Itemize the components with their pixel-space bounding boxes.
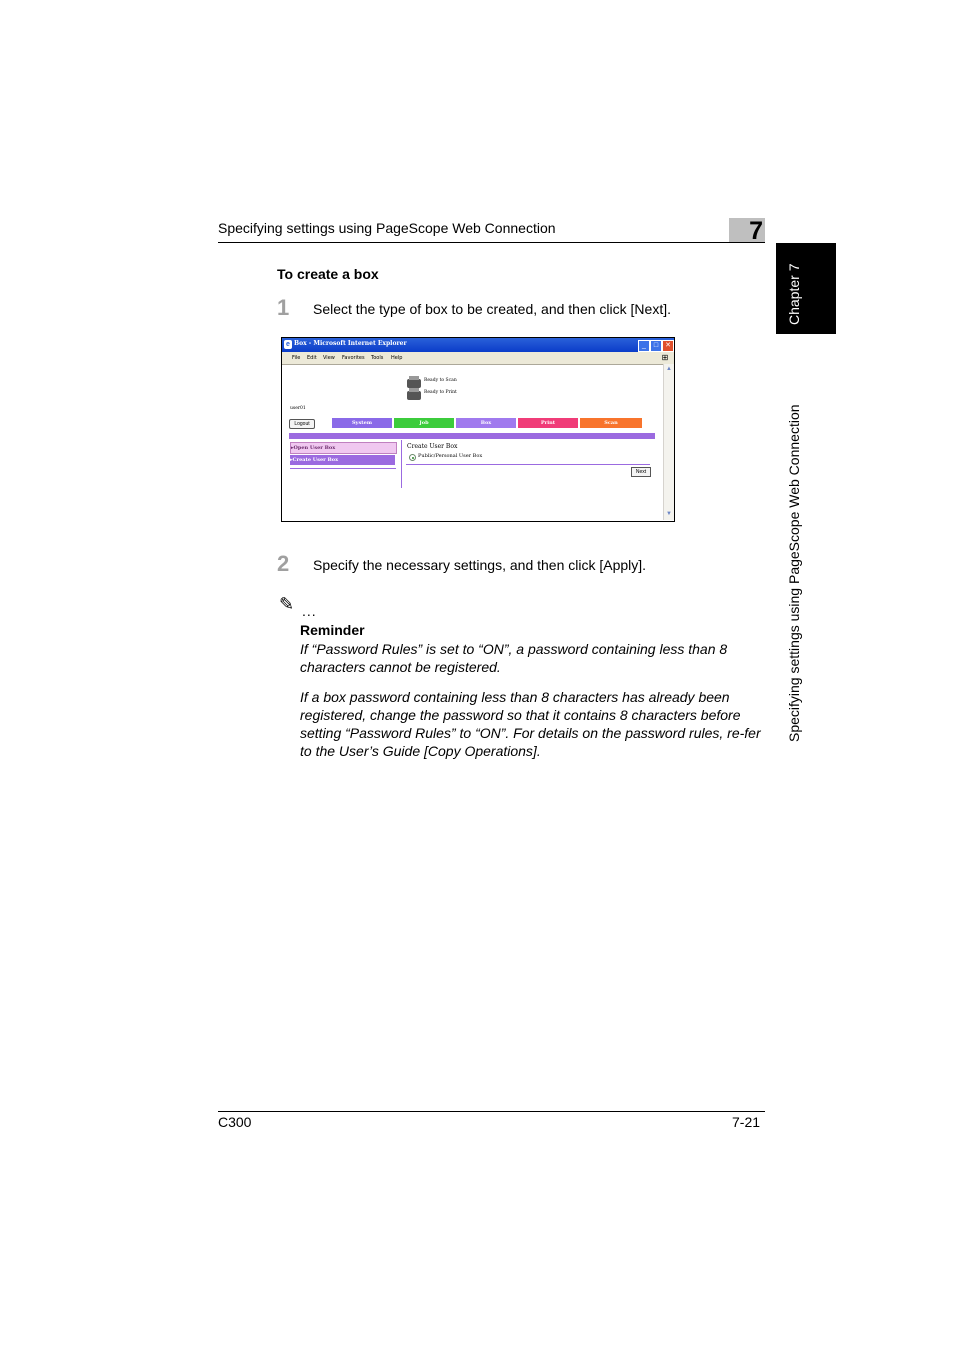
content-title: Create User Box: [407, 443, 458, 450]
windows-logo-icon: ⊞: [661, 353, 669, 362]
scroll-down-icon[interactable]: ▼: [666, 511, 672, 517]
chapter-label: Chapter 7: [786, 263, 802, 325]
reminder-paragraph-2: If a box password containing less than 8 characters has already been registered, change the password so that it contains 8 characters before setting “Password Rules” to “ON”. For details on the password rules, re-fer to the User’s Guide [Copy Operations].: [300, 689, 761, 759]
tab-print-label: Print: [540, 420, 556, 426]
pencil-icon: ✎: [279, 594, 295, 614]
step-text-2: Specify the necessary settings, and then click [Apply].: [313, 557, 647, 573]
content-rule: [406, 464, 650, 465]
window-titlebar: [282, 338, 674, 352]
section-title: To create a box: [277, 266, 379, 282]
status-scan: Ready to Scan: [424, 378, 457, 383]
window-title: Box - Microsoft Internet Explorer: [294, 340, 407, 347]
step-number-1: 1: [277, 295, 290, 320]
footer-rule: [218, 1111, 765, 1112]
menu-view[interactable]: View: [323, 355, 335, 361]
vertical-divider: [401, 440, 402, 488]
footer-model: C300: [218, 1114, 252, 1130]
next-button[interactable]: Next: [631, 467, 651, 477]
printer-icon: [407, 391, 421, 400]
status-print: Ready to Print: [424, 390, 457, 395]
menu-help[interactable]: Help: [391, 355, 403, 361]
tab-scan-label: Scan: [604, 420, 618, 426]
logout-button[interactable]: Logout: [289, 419, 315, 429]
vertical-scrollbar[interactable]: [663, 364, 674, 520]
nav-open-user-box[interactable]: ▸Open User Box: [290, 442, 397, 454]
tab-box[interactable]: [456, 418, 516, 428]
minimize-icon[interactable]: _: [638, 340, 650, 352]
menu-edit[interactable]: Edit: [307, 355, 317, 361]
step-text-1: Select the type of box to be created, and then click [Next].: [313, 301, 671, 317]
tab-system-label: System: [351, 420, 373, 426]
tab-scan[interactable]: [580, 418, 642, 428]
chapter-side-tab: [776, 243, 836, 334]
tab-print[interactable]: [518, 418, 578, 428]
close-icon[interactable]: ✕: [662, 340, 674, 352]
chapter-number-box: [729, 217, 765, 245]
browser-screenshot: [281, 337, 675, 522]
user-name: user01: [290, 406, 306, 411]
radio-label: Public/Personal User Box: [418, 453, 483, 459]
menu-tools[interactable]: Tools: [371, 355, 384, 361]
running-header: Specifying settings using PageScope Web Connection: [218, 220, 556, 236]
footer-page-number: 7-21: [732, 1114, 761, 1130]
scanner-icon: [407, 379, 421, 388]
menu-favorites[interactable]: Favorites: [342, 355, 365, 361]
tab-box-label: Box: [480, 420, 492, 426]
tab-job-label: Job: [419, 420, 429, 426]
reminder-paragraph-1: If “Password Rules” is set to “ON”, a password containing less than 8 characters cannot be registered.: [300, 641, 728, 675]
tab-system[interactable]: [332, 418, 392, 428]
side-section-label: Specifying settings using PageScope Web Connection: [786, 404, 802, 742]
ellipsis-icon: ...: [302, 603, 317, 619]
radio-public-personal[interactable]: [409, 454, 416, 461]
tab-job[interactable]: [394, 418, 454, 428]
reminder-title: Reminder: [300, 622, 365, 638]
nav-create-user-box[interactable]: ▸Create User Box: [290, 455, 395, 465]
scroll-up-icon[interactable]: ▲: [666, 366, 672, 372]
purple-divider-bar: [289, 433, 655, 439]
ie-icon: e: [284, 340, 292, 349]
menu-file[interactable]: File: [292, 355, 301, 361]
maximize-icon[interactable]: □: [650, 340, 662, 352]
nav-rule: [290, 468, 396, 469]
header-rule: [218, 242, 765, 243]
step-number-2: 2: [277, 551, 290, 576]
chapter-number: 7: [749, 217, 763, 245]
menu-bar: [282, 352, 674, 365]
